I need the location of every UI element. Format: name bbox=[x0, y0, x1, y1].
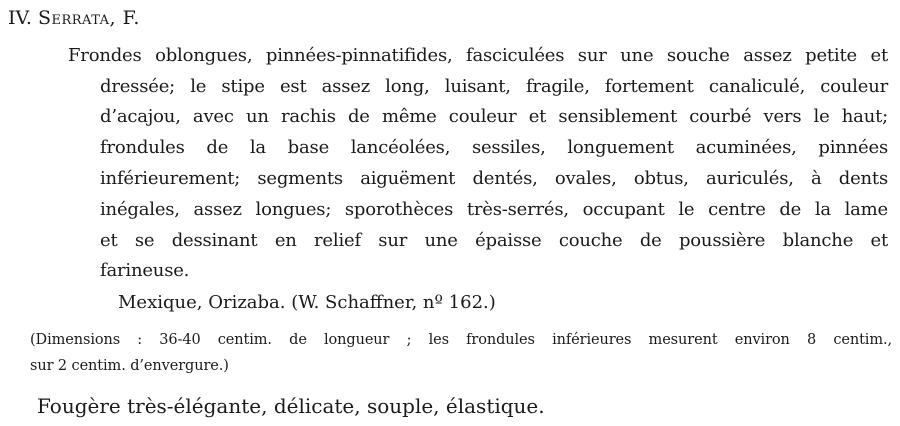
description-line-7: et se dessinant en relief sur une épaisse couche de poussière blanche et bbox=[100, 230, 888, 251]
dimensions-line-1: (Dimensions : 36-40 centim. de longueur ; les frondules inférieures mesurent environ 8 centim., bbox=[30, 332, 892, 348]
locality-note: Mexique, Orizaba. (W. Schaffner, nº 162.) bbox=[118, 292, 496, 313]
description-line-2: dressée; le stipe est assez long, luisant, fragile, fortement canaliculé, couleur bbox=[100, 76, 888, 97]
description-line-8: farineuse. bbox=[100, 260, 190, 281]
description-line-6: inégales, assez longues; sporothèces très-serrés, occupant le centre de la lame bbox=[100, 199, 888, 220]
species-name: Serrata, F. bbox=[37, 7, 140, 29]
dimensions-line-2: sur 2 centim. d’envergure.) bbox=[30, 358, 229, 374]
description-line-3: d’acajou, avec un rachis de même couleur et sensiblement courbé vers le haut; bbox=[100, 106, 888, 127]
species-number: IV. bbox=[8, 7, 32, 29]
species-heading bbox=[8, 6, 140, 30]
description-line-1: Frondes oblongues, pinnées-pinnatifides, fasciculées sur une souche assez petite et bbox=[68, 45, 888, 66]
closing-note: Fougère très-élégante, délicate, souple, élastique. bbox=[37, 394, 545, 418]
description-line-5: inférieurement; segments aiguëment dentés, ovales, obtus, auriculés, à dents bbox=[100, 168, 888, 189]
description-line-4: frondules de la base lancéolées, sessiles, longuement acuminées, pinnées bbox=[100, 137, 888, 158]
